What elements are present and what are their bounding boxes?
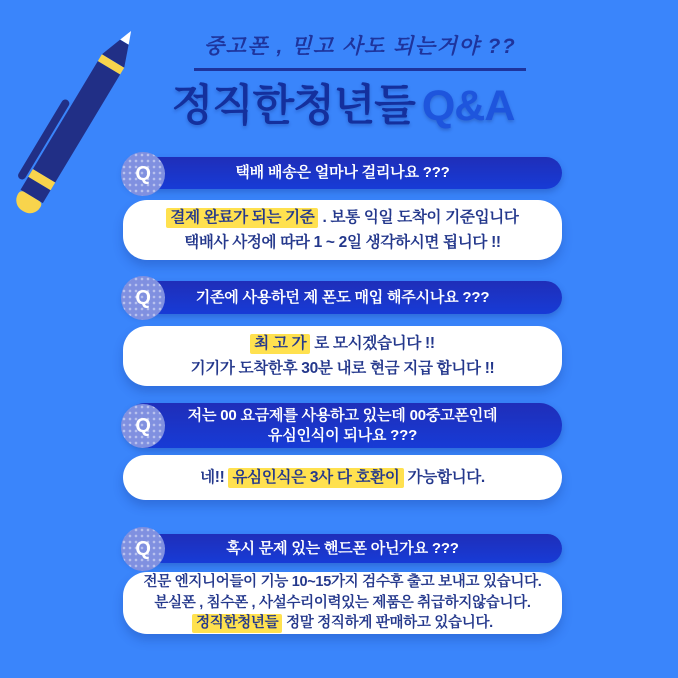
pen-body-icon (33, 61, 120, 182)
question-line: 기존에 사용하던 제 폰도 매입 해주시나요 ??? (195, 288, 490, 306)
answer-line (123, 467, 562, 489)
answer-text: 정말 정직하게 판매하고 있습니다. (282, 615, 493, 632)
question-line: 택배 배송은 얼마나 걸리나요 ??? (235, 164, 450, 181)
answer-text: 분실폰 , 침수폰 , 사설수리이력있는 제품은 취급하지않습니다. (154, 594, 531, 611)
question-text (196, 288, 490, 308)
highlight-text: 유심인식은 3사 다 호환이 (228, 468, 403, 488)
answer-card (123, 455, 562, 500)
question-line: 저는 00 요금제를 사용하고 있는데 00중고폰인데 (187, 406, 498, 424)
title-accent: Q&A (421, 82, 515, 130)
tagline-text: 중고폰 , 믿고 사도 되는거야 ?? (194, 30, 526, 71)
answer-text: 로 모시겠습니다 !! (310, 335, 435, 352)
question-pill (123, 157, 562, 189)
question-text (188, 406, 498, 446)
answer-line (123, 205, 562, 230)
question-line: 유심인식이 되나요 ??? (267, 426, 418, 444)
question-line: 혹시 문제 있는 핸드폰 아닌가요 ??? (226, 539, 459, 557)
answer-text: 택배사 사정에 따라 1 ~ 2일 생각하시면 됩니다 !! (184, 234, 501, 251)
answer-text: . 보통 익일 도착이 기준입니다 (318, 209, 519, 226)
answer-card (123, 200, 562, 260)
answer-line (123, 613, 562, 634)
answer-line (123, 331, 562, 356)
answer-card (123, 572, 562, 634)
q-badge: Q (121, 404, 165, 448)
question-pill (123, 403, 562, 448)
answer-text: 기기가 도착한후 30분 내로 현금 지급 합니다 !! (190, 360, 495, 377)
highlight-text: 최 고 가 (250, 334, 310, 354)
q-badge: Q (121, 152, 165, 196)
question-pill (123, 281, 562, 314)
answer-line (123, 593, 562, 614)
answer-text: 전문 엔지니어들이 기능 10~15가지 검수후 출고 보내고 있습니다. (143, 574, 542, 591)
answer-line (123, 230, 562, 255)
question-text (226, 539, 459, 559)
title-main: 정직한청년들 (171, 82, 415, 130)
highlight-text: 정직한청년들 (192, 614, 282, 633)
question-text (235, 163, 449, 183)
page-title (123, 72, 563, 133)
answer-line (123, 356, 562, 381)
answer-text: 네!! (200, 468, 229, 486)
answer-card (123, 326, 562, 386)
q-badge: Q (121, 276, 165, 320)
answer-text: 가능합니다. (403, 468, 485, 486)
answer-line (123, 572, 562, 593)
tagline (140, 30, 580, 71)
question-pill (123, 534, 562, 563)
q-badge: Q (121, 527, 165, 571)
highlight-text: 결제 완료가 되는 기준 (166, 208, 318, 228)
